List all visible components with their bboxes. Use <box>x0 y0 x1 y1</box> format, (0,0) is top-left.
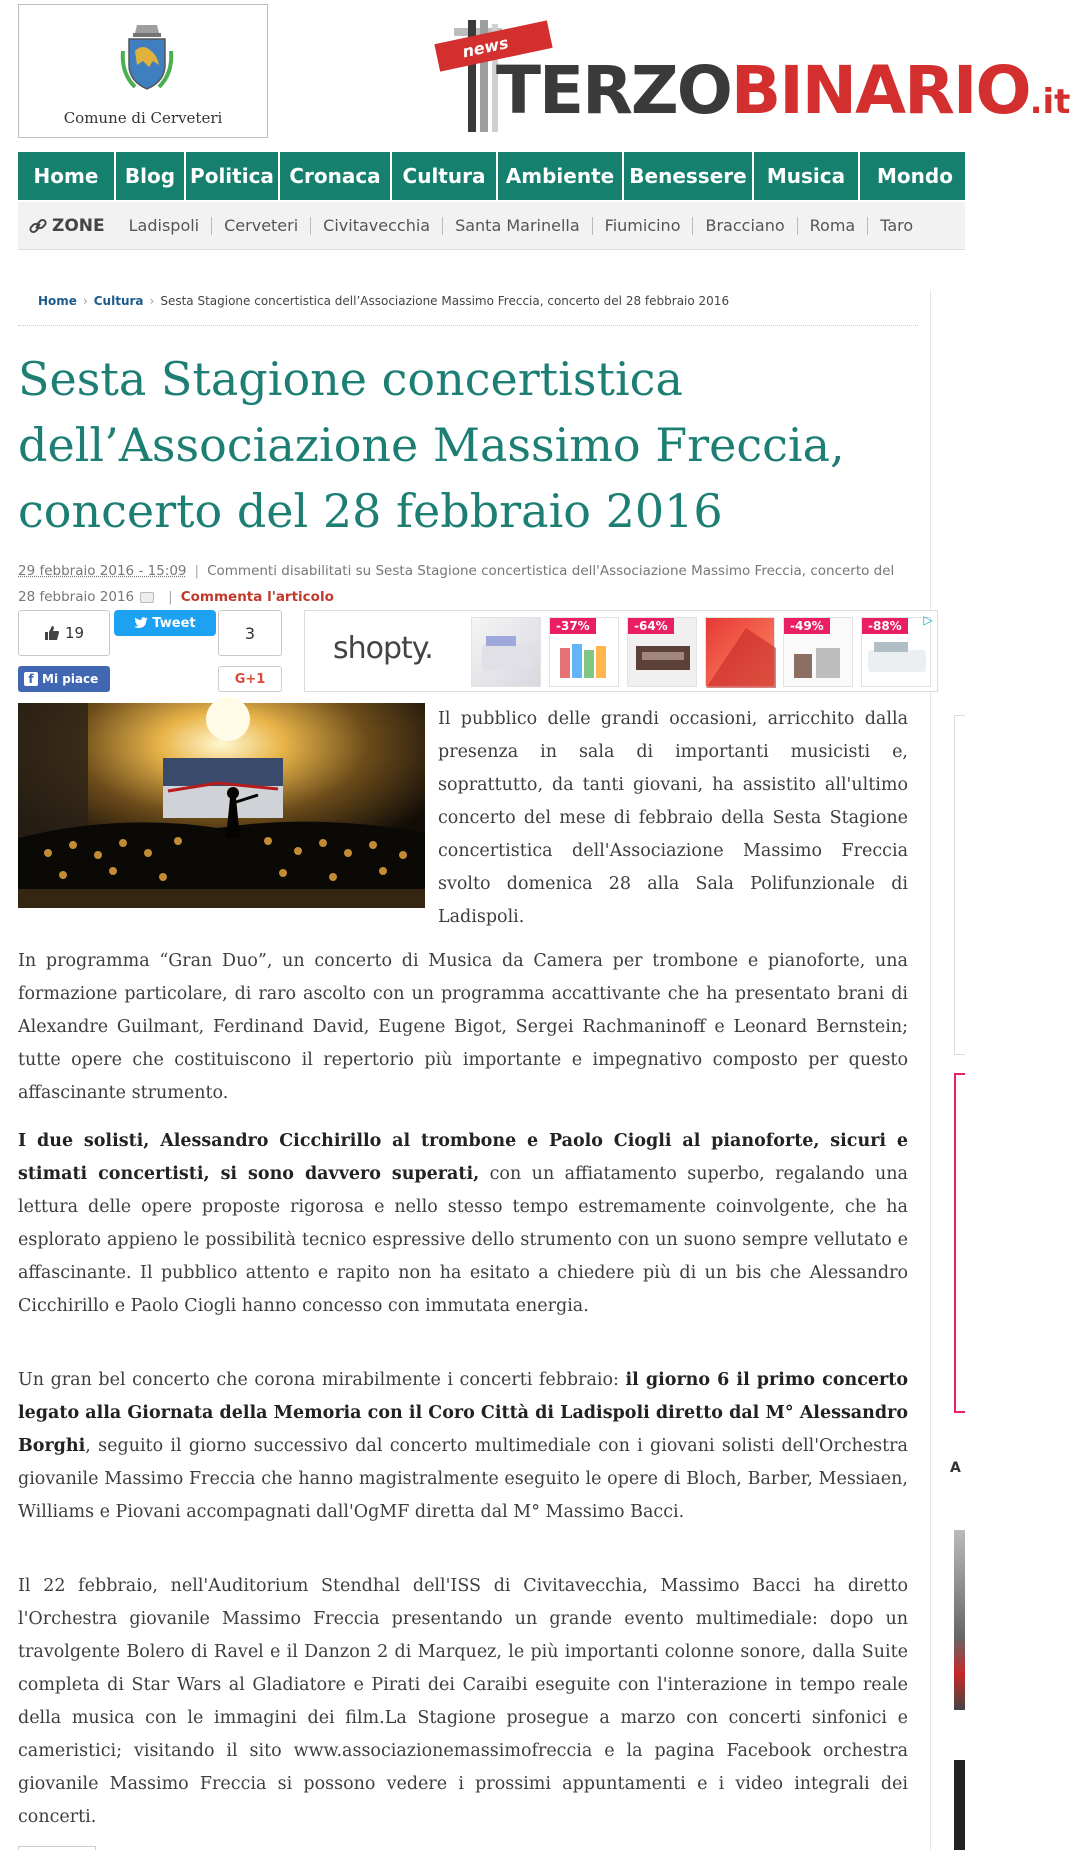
nav-item-home[interactable]: Home <box>18 152 116 200</box>
link-icon <box>28 216 48 236</box>
nav-item-cronaca[interactable]: Cronaca <box>280 152 392 200</box>
coat-of-arms-icon <box>119 21 175 95</box>
article-meta <box>18 558 908 610</box>
breadcrumb-divider <box>18 325 918 326</box>
comments-disabled-note: Commenti disabilitati su Sesta Stagione concertistica dell'Associazione Massimo Freccia, concerto del 28 febbraio 2016 <box>18 563 895 605</box>
nav-item-benessere[interactable]: Benessere <box>624 152 754 200</box>
sidebar-divider <box>930 290 931 1850</box>
discount-badge: -88% <box>862 618 908 634</box>
article-footer-box <box>18 1846 96 1850</box>
like-count-box <box>18 610 110 656</box>
ad-product-tile[interactable] <box>783 617 853 687</box>
article-paragraph: Il 22 febbraio, nell'Auditorium Stendhal dell'ISS di Civitavecchia, Massimo Bacci ha diretto l'Orchestra giovanile Massimo Freccia presentando un grande evento multimediale: dopo un travolgente Bolero di Ravel e il Danzon 2 di Marquez, le più importanti colonne sonore, dalla Suite completa di Star Wars al Gladiatore e Pirati dei Caraibi eseguite con l'interazione in tempo reale della musica con le immagini dei film.La Stagione prosegue a marzo con concerti sinfonici e cameristici; visitando il sito www.associazionemassimofreccia e la pagina Facebook orchestra giovanile Massimo Freccia si possono vedere i prossimi appuntamenti e i video integrali dei concerti. <box>18 1576 908 1827</box>
nav-item-ambiente[interactable]: Ambiente <box>498 152 624 200</box>
zone-item-civitavecchia[interactable]: Civitavecchia <box>311 217 443 235</box>
article-intro: Il pubblico delle grandi occasioni, arricchito dalla presenza in sala di importanti musicisti e, soprattutto, da tanti giovani, ha assistito all'ultimo concerto del mese di febbraio della Sesta Stagione concertistica dell'Associazione Massimo Freccia svolto domenica 28 alla Sala Polifunzionale di Ladispoli. <box>438 709 908 927</box>
zone-item-ladispoli[interactable]: Ladispoli <box>117 217 213 235</box>
ad-product-tile[interactable] <box>627 617 697 687</box>
article-title: Sesta Stagione concertistica dell’Associazione Massimo Freccia, concerto del 28 febbraio 2016 <box>18 352 845 538</box>
zone-item-roma[interactable]: Roma <box>798 217 869 235</box>
facebook-like-label: Mi piace <box>42 672 99 686</box>
orchestra-photo <box>18 703 425 908</box>
main-nav <box>18 152 965 200</box>
terzobinario-logo[interactable] <box>436 12 1070 142</box>
meta-separator: | <box>194 563 200 579</box>
meta-separator: | <box>168 589 173 605</box>
logo-tld: .it <box>1029 82 1070 122</box>
sidebar-ad-widget[interactable] <box>954 1073 965 1413</box>
tweet-label: Tweet <box>152 615 196 631</box>
nav-item-blog[interactable]: Blog <box>116 152 186 200</box>
shopty-ad-banner[interactable] <box>304 610 938 692</box>
discount-badge: -49% <box>784 618 830 634</box>
article-paragraph <box>18 1125 908 1323</box>
logo-binario: BINARIO <box>730 52 1030 129</box>
comune-banner[interactable] <box>18 4 268 138</box>
shopty-logo: shopty. <box>333 631 433 666</box>
sidebar-image[interactable] <box>954 1530 965 1710</box>
ad-product-tile[interactable] <box>705 617 775 687</box>
facebook-like-button[interactable] <box>18 666 110 692</box>
logo-terzo: TERZO <box>496 52 731 129</box>
paragraph-text: , seguito il giorno successivo dal concerto multimediale con i giovani solisti dell'Orchestra giovanile Massimo Freccia che hanno magistralmente eseguito le opere di Bloch, Barber, Messiaen, Williams e Piovani accompagnati dall'OgMF diretta dal M° Massimo Bacci. <box>18 1436 908 1522</box>
gplus-count: 3 <box>218 610 282 656</box>
breadcrumb-current: Sesta Stagione concertistica dell’Associazione Massimo Freccia, concerto del 28 febbraio 2016 <box>160 294 730 308</box>
facebook-icon: f <box>24 672 38 686</box>
twitter-bird-icon <box>134 617 148 629</box>
article-paragraph: In programma “Gran Duo”, un concerto di Musica da Camera per trombone e pianoforte, una formazione particolare, di raro ascolto con un programma accattivante che ha presentato brani di Alexandre Guilmant, Ferdinand David, Eugene Bigot, Sergei Rachmaninoff e Leonard Bernstein; tutte opere che costituiscono il repertorio più importante e impegnativo composto per questo affascinante strumento. <box>18 951 908 1103</box>
zone-item-cerveteri[interactable]: Cerveteri <box>212 217 311 235</box>
paragraph-text: Un gran bel concerto che corona mirabilmente i concerti febbraio: <box>18 1370 626 1390</box>
paragraph-emphasis: il giorno 6 il primo concerto legato alla Giornata della Memoria con il Coro Città di Ladispoli diretto dal M° Alessandro Borghi <box>18 1370 908 1456</box>
zone-label <box>18 216 117 236</box>
article-paragraph <box>18 1364 908 1529</box>
breadcrumb-separator: › <box>82 294 88 308</box>
logo-wordmark <box>496 52 1070 129</box>
paragraph-emphasis: I due solisti, Alessandro Cicchirillo al trombone e Paolo Ciogli al pianoforte, sicuri e stimati concertisti, si sono davvero superati, <box>18 1131 908 1184</box>
logo-news-banner: news <box>434 20 552 71</box>
discount-badge: -64% <box>628 618 674 634</box>
tweet-button[interactable] <box>114 610 216 636</box>
breadcrumb <box>38 294 729 308</box>
thumbs-up-icon <box>44 625 60 641</box>
ad-product-tile[interactable] <box>861 617 931 687</box>
zone-item-santa-marinella[interactable]: Santa Marinella <box>443 217 593 235</box>
discount-badge: -37% <box>550 618 596 634</box>
comment-link[interactable]: Commenta l'articolo <box>180 589 334 605</box>
nav-item-musica[interactable]: Musica <box>754 152 860 200</box>
comment-icon <box>140 592 154 603</box>
article-hero-image <box>18 703 425 908</box>
zone-item-fiumicino[interactable]: Fiumicino <box>593 217 694 235</box>
ad-product-tile[interactable] <box>549 617 619 687</box>
sidebar-image[interactable] <box>954 1760 965 1850</box>
like-count: 19 <box>64 624 85 642</box>
zone-item-bracciano[interactable]: Bracciano <box>693 217 797 235</box>
sidebar-widget <box>954 715 965 1055</box>
ad-product-list <box>471 617 939 687</box>
zone-label-text: ZONE <box>52 215 105 236</box>
fabric-icon <box>706 618 776 688</box>
zone-nav <box>18 202 965 250</box>
sidebar-heading: A <box>950 1460 961 1476</box>
paragraph-text: con un affiatamento superbo, regalando una lettura delle opere proposte rigorosa e nello stesso tempo estremamente coinvolgente, che ha esplorato appieno le possibilità tecnico espressive dello strumento con un suono sempre vellutato e affascinante. Il pubblico attento e rapito non ha esitato a chiedere più di un bis che Alessandro Cicchirillo e Paolo Ciogli hanno concesso con immutata energia. <box>18 1164 908 1316</box>
site-header <box>0 0 1070 150</box>
nav-item-mondo[interactable]: Mondo <box>877 164 953 188</box>
social-share-bar <box>18 610 933 696</box>
gplus-button[interactable]: G+1 <box>218 666 282 692</box>
ad-product-tile[interactable] <box>471 617 541 687</box>
sewing-machine-icon <box>472 618 542 688</box>
breadcrumb-section[interactable]: Cultura <box>93 294 144 308</box>
ad-choices-icon[interactable]: ▷ <box>923 613 933 627</box>
nav-item-cultura[interactable]: Cultura <box>392 152 498 200</box>
comune-name: Comune di Cerveteri <box>63 109 223 127</box>
zone-item-taro[interactable]: Taro <box>880 215 914 235</box>
article-date[interactable]: 29 febbraio 2016 - 15:09 <box>18 563 187 579</box>
breadcrumb-home[interactable]: Home <box>38 294 77 308</box>
nav-item-politica[interactable]: Politica <box>186 152 280 200</box>
breadcrumb-separator: › <box>149 294 155 308</box>
